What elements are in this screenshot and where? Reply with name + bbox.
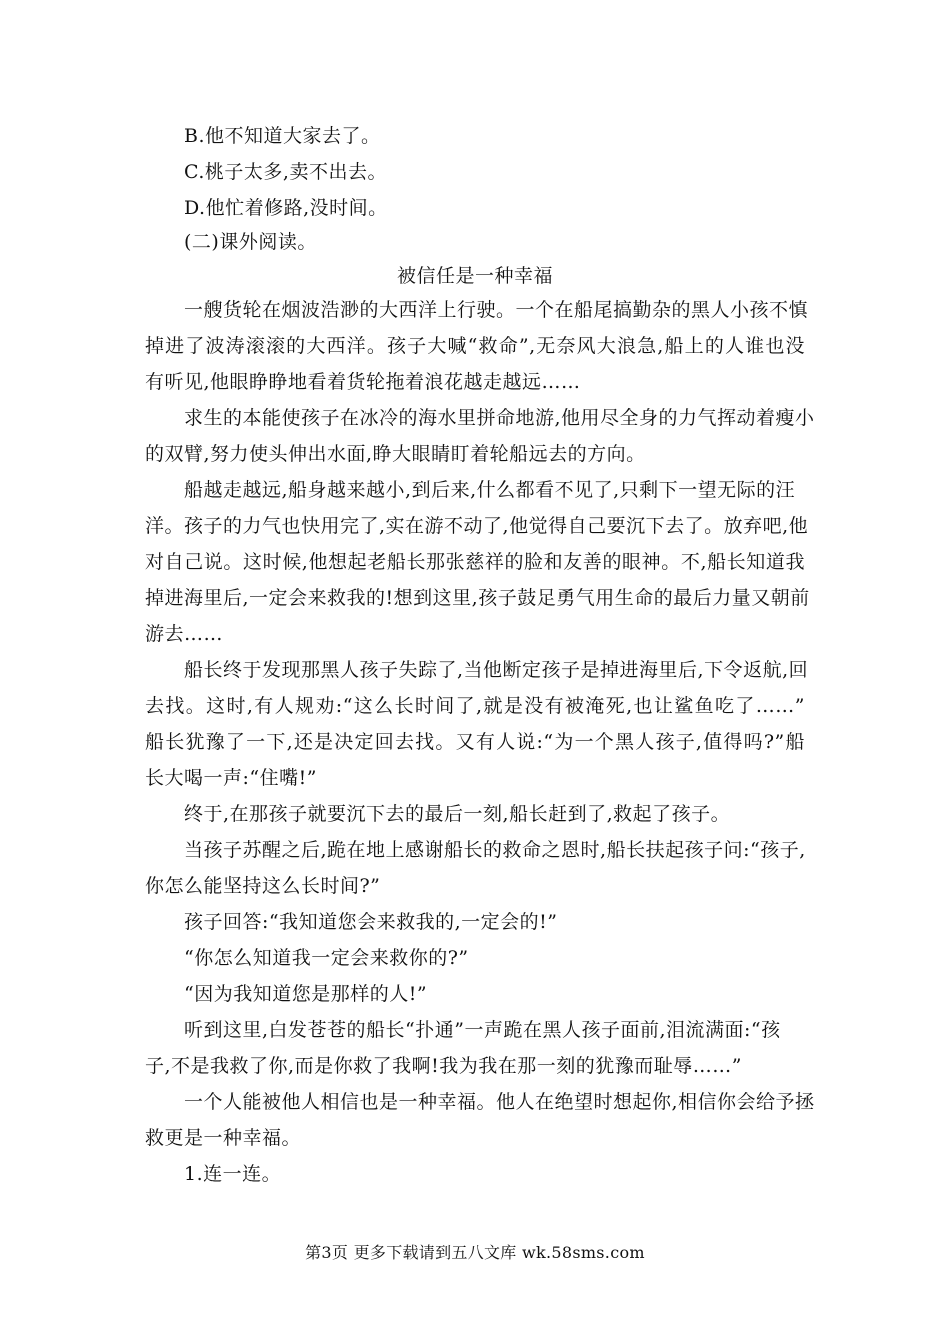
question-1: 1.连一连。 bbox=[184, 1163, 282, 1185]
paragraph-line: 终于,在那孩子就要沉下去的最后一刻,船长赶到了,救起了孩子。 bbox=[184, 803, 731, 825]
option-d: D.他忙着修路,没时间。 bbox=[184, 197, 388, 219]
option-b: B.他不知道大家去了。 bbox=[184, 125, 381, 147]
paragraph-line: 掉进了波涛滚滚的大西洋。孩子大喊“救命”,无奈风大浪急,船上的人谁也没 bbox=[145, 335, 805, 357]
paragraph-line: 听到这里,白发苍苍的船长“扑通”一声跪在黑人孩子面前,泪流满面:“孩 bbox=[184, 1019, 781, 1041]
paragraph-line: 船越走越远,船身越来越小,到后来,什么都看不见了,只剩下一望无际的汪 bbox=[184, 479, 796, 501]
section-heading: (二)课外阅读。 bbox=[184, 231, 317, 253]
paragraph-line: 洋。孩子的力气也快用完了,实在游不动了,他觉得自己要沉下去了。放弃吧,他 bbox=[145, 515, 809, 537]
paragraph-line: 你怎么能坚持这么长时间?” bbox=[145, 875, 381, 897]
paragraph-line: 子,不是我救了你,而是你救了我啊!我为我在那一刻的犹豫而耻辱……” bbox=[145, 1055, 742, 1077]
paragraph-line: 的双臂,努力使头伸出水面,睁大眼睛盯着轮船远去的方向。 bbox=[145, 443, 646, 465]
paragraph-line: “你怎么知道我一定会来救你的?” bbox=[184, 947, 469, 969]
paragraph-line: 对自己说。这时候,他想起老船长那张慈祥的脸和友善的眼神。不,船长知道我 bbox=[145, 551, 805, 573]
article-title: 被信任是一种幸福 bbox=[396, 265, 553, 287]
paragraph-line: 当孩子苏醒之后,跪在地上感谢船长的救命之恩时,船长扶起孩子问:“孩子, bbox=[184, 839, 806, 861]
paragraph-line: 掉进海里后,一定会来救我的!想到这里,孩子鼓足勇气用生命的最后力量又朝前 bbox=[145, 587, 810, 609]
paragraph-line: 有听见,他眼睁睁地看着货轮拖着浪花越走越远…… bbox=[145, 371, 581, 393]
paragraph-line: 一个人能被他人相信也是一种幸福。他人在绝望时想起你,相信你会给予拯 bbox=[184, 1091, 815, 1113]
paragraph-line: 一艘货轮在烟波浩渺的大西洋上行驶。一个在船尾搞勤杂的黑人小孩不慎 bbox=[184, 299, 809, 321]
paragraph-line: 长大喝一声:“住嘴!” bbox=[145, 767, 317, 789]
paragraph-line: “因为我知道您是那样的人!” bbox=[184, 983, 428, 1005]
option-c: C.桃子太多,卖不出去。 bbox=[184, 161, 387, 183]
paragraph-line: 救更是一种幸福。 bbox=[145, 1127, 302, 1149]
paragraph-line: 孩子回答:“我知道您会来救我的,一定会的!” bbox=[184, 911, 558, 933]
paragraph-line: 船长终于发现那黑人孩子失踪了,当他断定孩子是掉进海里后,下令返航,回 bbox=[184, 659, 809, 681]
paragraph-line: 游去…… bbox=[145, 623, 224, 645]
paragraph-line: 去找。这时,有人规劝:“这么长时间了,就是没有被淹死,也让鲨鱼吃了……” bbox=[145, 695, 805, 717]
paragraph-line: 求生的本能使孩子在冰冷的海水里拼命地游,他用尽全身的力气挥动着瘦小 bbox=[184, 407, 815, 429]
page-footer: 第3页 更多下载请到五八文库 wk.58sms.com bbox=[305, 1243, 645, 1262]
paragraph-line: 船长犹豫了一下,还是决定回去找。又有人说:“为一个黑人孩子,值得吗?”船 bbox=[145, 731, 805, 753]
